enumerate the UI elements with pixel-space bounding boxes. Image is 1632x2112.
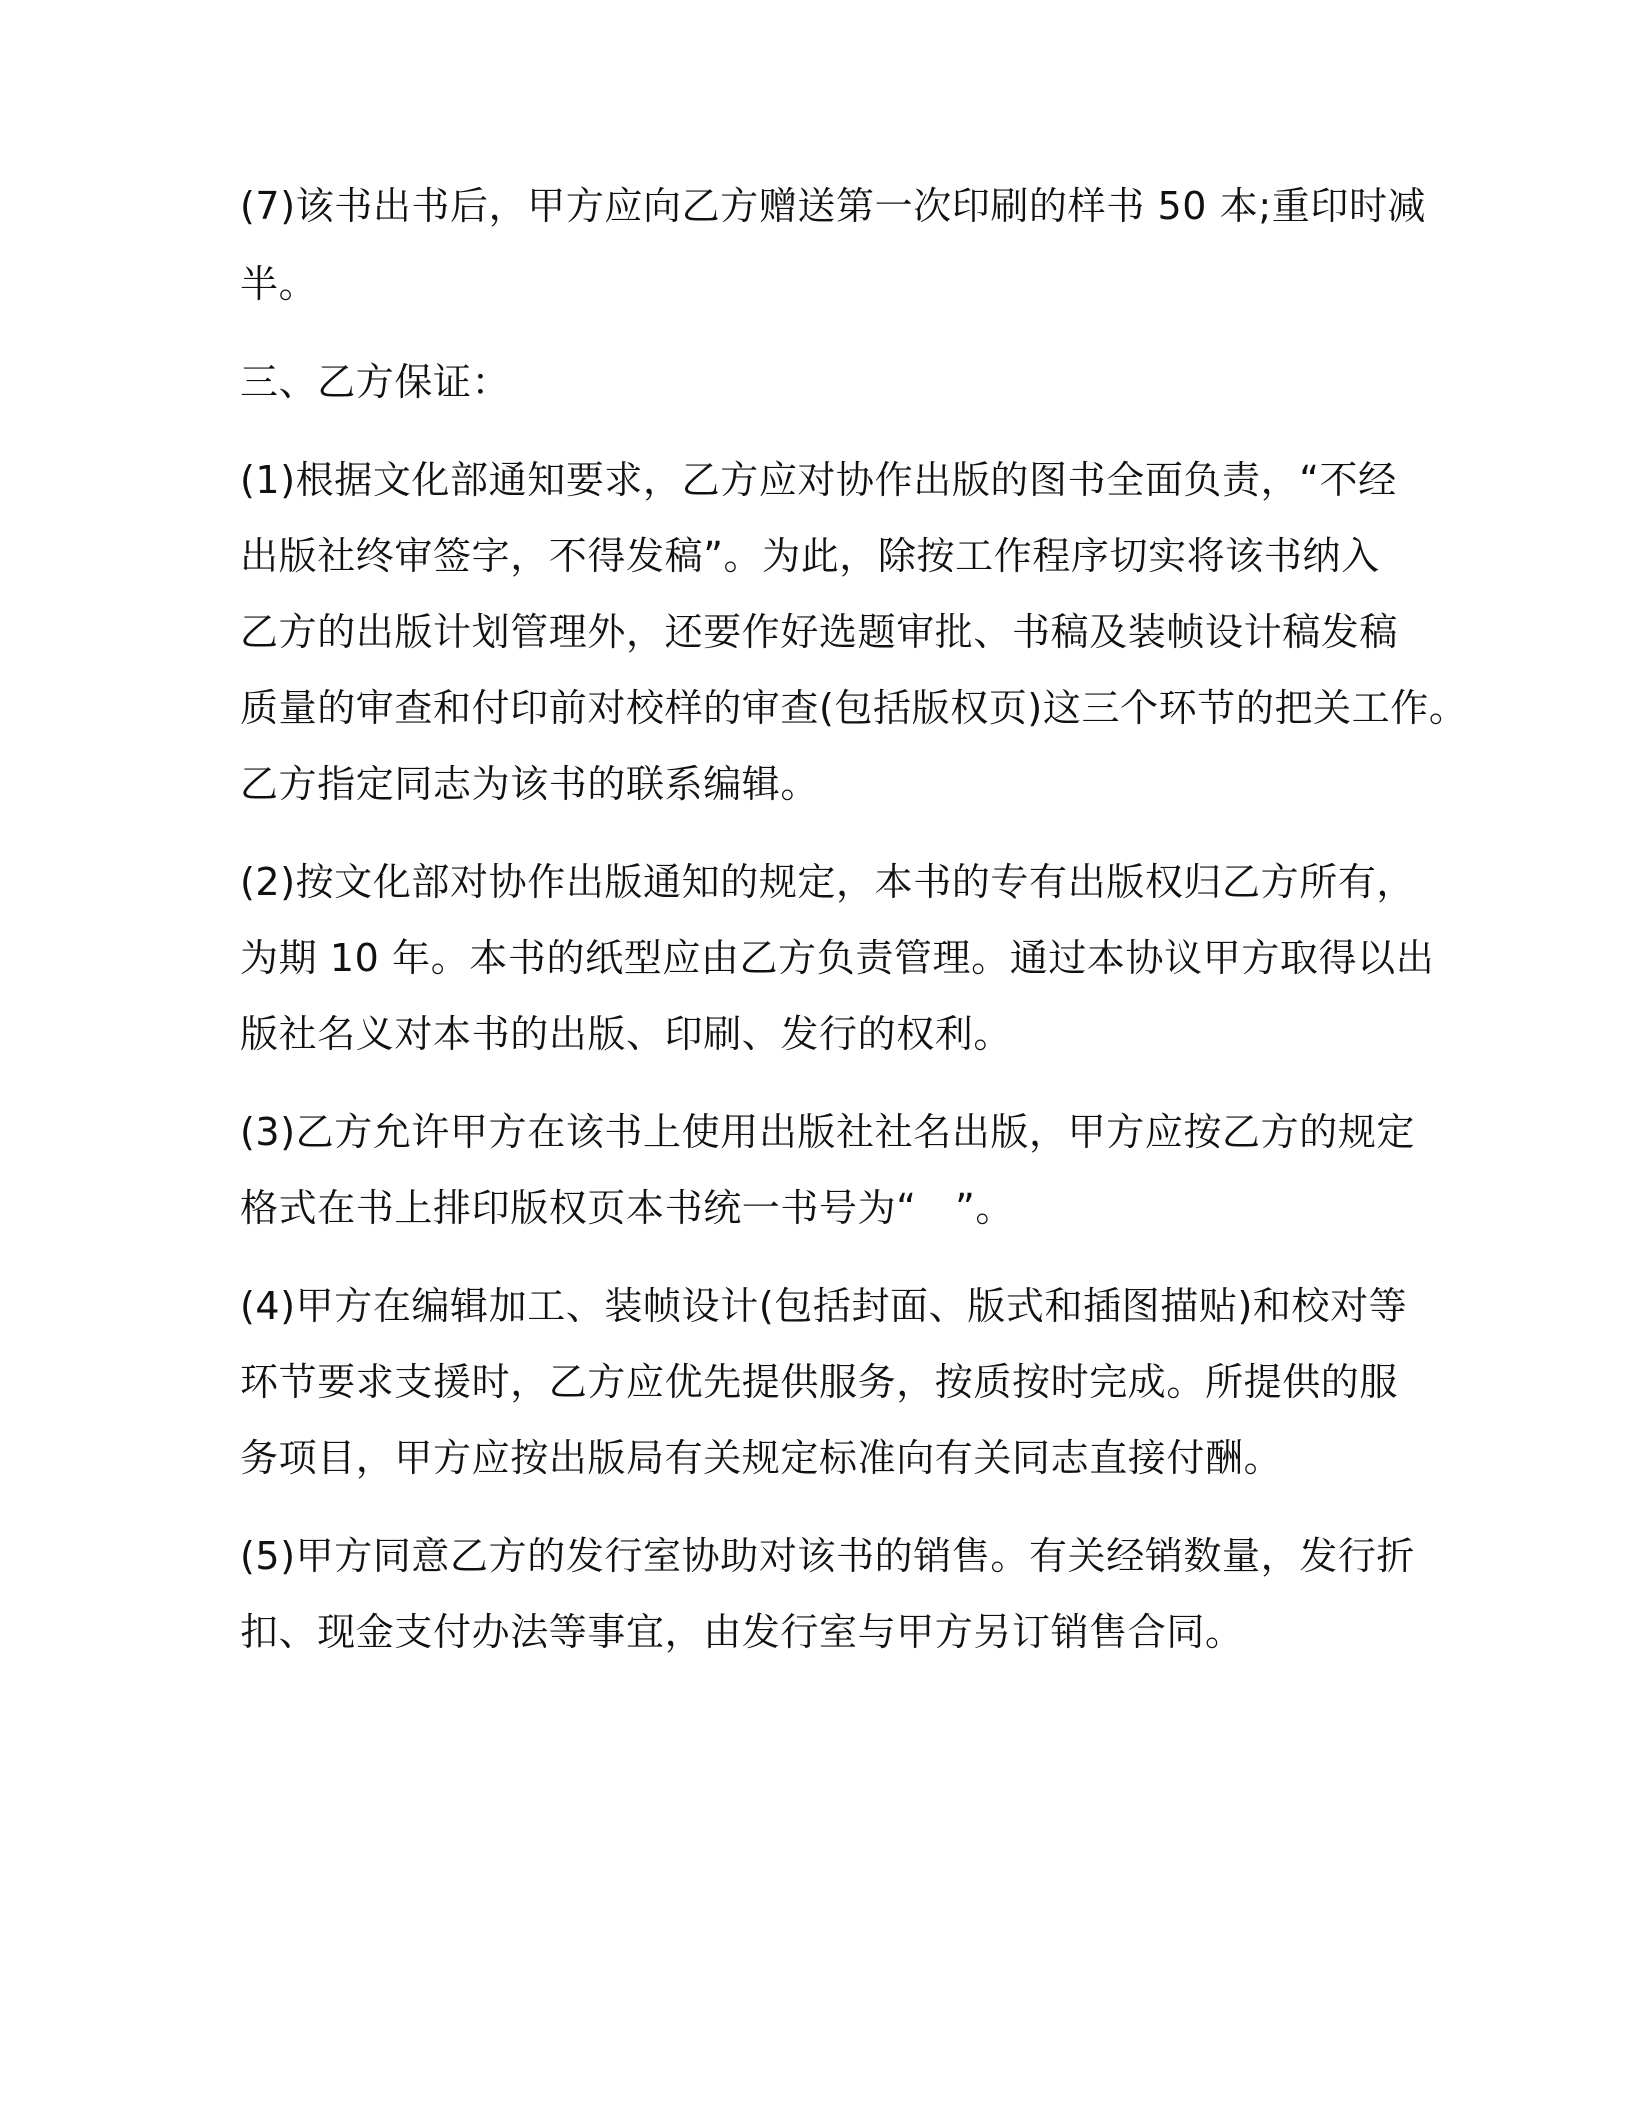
text-line: 乙方指定同志为该书的联系编辑。: [240, 762, 820, 806]
text-line: 乙方的出版计划管理外，还要作好选题审批、书稿及装帧设计稿发稿: [240, 610, 1399, 654]
text-line: (7)该书出书后，甲方应向乙方赠送第一次印刷的样书 50 本;重印时减: [240, 184, 1427, 228]
text-line: 出版社终审签字，不得发稿”。为此，除按工作程序切实将该书纳入: [240, 534, 1380, 578]
text-line: (1)根据文化部通知要求，乙方应对协作出版的图书全面负责，“不经: [240, 458, 1397, 502]
text-line: 半。: [240, 262, 318, 306]
section-heading: [240, 362, 1420, 402]
text-line: 扣、现金支付办法等事宜，由发行室与甲方另订销售合同。: [240, 1610, 1244, 1654]
paragraph-item-4: [240, 1286, 1420, 1478]
text-line: 务项目，甲方应按出版局有关规定标准向有关同志直接付酬。: [240, 1436, 1283, 1480]
text-line: (3)乙方允许甲方在该书上使用出版社社名出版，甲方应按乙方的规定: [240, 1110, 1416, 1154]
paragraph-item-7: [240, 184, 1427, 306]
paragraph-item-5: [240, 1536, 1420, 1652]
text-line: (5)甲方同意乙方的发行室协助对该书的销售。有关经销数量，发行折: [240, 1534, 1416, 1578]
paragraph-item-1: [240, 458, 1468, 806]
text-line: 环节要求支援时，乙方应优先提供服务，按质按时完成。所提供的服: [240, 1360, 1399, 1404]
text-line: 质量的审查和付印前对校样的审查(包括版权页)这三个环节的把关工作。: [240, 686, 1468, 730]
text-line: 版社名义对本书的出版、印刷、发行的权利。: [240, 1012, 1013, 1056]
paragraph-item-3: [240, 1112, 1420, 1228]
paragraph-item-2: [240, 860, 1435, 1056]
text-line: 三、乙方保证：: [240, 360, 511, 404]
text-line: (2)按文化部对协作出版通知的规定，本书的专有出版权归乙方所有，: [240, 860, 1416, 904]
text-line: 格式在书上排印版权页本书统一书号为“ ”。: [240, 1186, 1014, 1230]
document-body: [240, 184, 1468, 1654]
text-line: (4)甲方在编辑加工、装帧设计(包括封面、版式和插图描贴)和校对等: [240, 1284, 1408, 1328]
text-line: 为期 10 年。本书的纸型应由乙方负责管理。通过本协议甲方取得以出: [240, 936, 1435, 980]
